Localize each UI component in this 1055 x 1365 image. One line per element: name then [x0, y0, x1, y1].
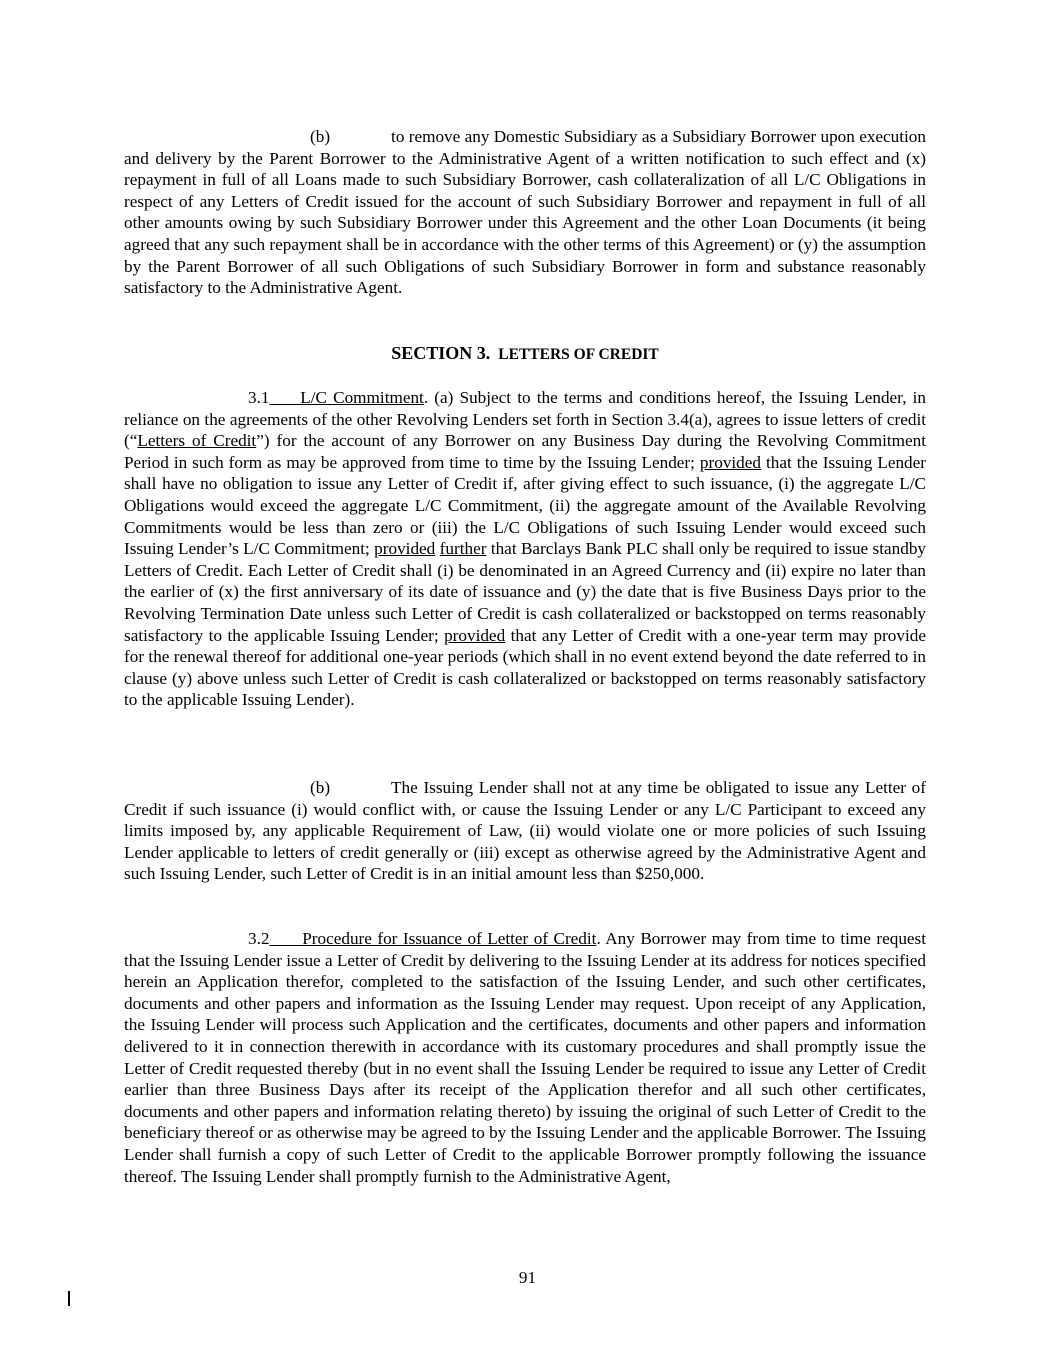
proviso: provided: [444, 625, 506, 645]
clause-text: to remove any Domestic Subsidiary as a Subsidiary Borrower upon execution and delivery by the Parent Borrower to the Administrative Agent of a written notification to such effect and (x) repayment in full of all Loans made to such Subsidiary Borrower, cash collateralization of all L/C Obligations in respect of any Letters of Credit issued for the account of such Subsidiary Borrower and repayment in full of all other amounts owing by such Subsidiary Borrower under this Agreement and the other Loan Documents (it being agreed that any such repayment shall be in accordance with the other terms of this Agreement) or (y) the assumption by the Parent Borrower of all such Obligations of such Subsidiary Borrower in form and substance reasonably satisfactory to the Administrative Agent.: [124, 127, 926, 298]
defined-term: Letters of Credit: [137, 431, 257, 451]
section-number: 3.1: [248, 388, 270, 407]
section-title: LETTERS OF CREDIT: [498, 346, 659, 363]
section-3-2: [124, 928, 926, 1187]
section-title: L/C Commitment: [300, 388, 424, 407]
proviso: provided: [699, 452, 762, 472]
clause-label: (b): [310, 127, 331, 146]
clause-text: The Issuing Lender shall not at any time be obligated to issue any Letter of Credit if such issuance (i) would conflict with, or cause the Issuing Lender or any L/C Participant to exceed any limits imposed by, any applicable Requirement of Law, (ii) would violate one or more policies of such Issuing Lender applicable to letters of credit generally or (iii) except as otherwise agreed by the Administrative Agent and such Issuing Lender, such Letter of Credit is in an initial amount less than $250,000.: [124, 778, 926, 884]
section-3-1-b: [124, 777, 926, 885]
section-title: Procedure for Issuance of Letter of Credit: [302, 929, 597, 948]
page-number: 91: [518, 1268, 537, 1287]
section-heading: [124, 343, 926, 364]
section-number: SECTION 3.: [391, 343, 491, 363]
revision-bar: [68, 1291, 70, 1306]
section-number: 3.2: [248, 929, 270, 948]
proviso-further: further: [439, 539, 487, 559]
section-3-1: 3.1 L/C Commitment. (a) Subject to the terms and conditions hereof, the Issuing Lender, in reliance on the agreements of the other Revolving Lenders set forth in Section 3.4(a), agrees to issue letters of credit (“Letters of Credit”) for the account of any Borrower on any Business Day during the Revolving Commitment Period in such form as may be approved from time to time by the Issuing Lender; provided that the Issuing Lender shall have no obligation to issue any Letter of Credit if, after giving effect to such issuance, (i) the aggregate L/C Obligations would exceed the aggregate L/C Commitment, (ii) the aggregate amount of the Available Revolving Commitments would be less than zero or (iii) the L/C Obligations of such Issuing Lender would exceed such Issuing Lender’s L/C Commitment; provided further that Barclays Bank PLC shall only be required to issue standby Letters of Credit. Each Letter of Credit shall (i) be denominated in an Agreed Currency and (ii) expire no later than the earlier of (x) the first anniversary of its date of issuance and (y) the date that is five Business Days prior to the Revolving Termination Date unless such Letter of Credit is cash collateralized or backstopped on terms reasonably satisfactory to the applicable Issuing Lender; provided that any Letter of Credit with a one-year term may provide for the renewal thereof for additional one-year periods (which shall in no event extend beyond the date referred to in clause (y) above unless such Letter of Credit is cash collateralized or backstopped on terms reasonably satisfactory to the applicable Issuing Lender).: [124, 388, 927, 710]
proviso: provided: [374, 539, 436, 559]
clause-label: (b): [310, 778, 331, 797]
paragraph-2-b: [124, 126, 926, 299]
section-text: . Any Borrower may from time to time request that the Issuing Lender issue a Letter of Credit by delivering to the Issuing Lender at its address for notices specified herein an Application therefor, completed to the satisfaction of the Issuing Lender, and such other certificates, documents and other papers and information as the Issuing Lender may request. Upon receipt of any Application, the Issuing Lender will process such Application and the certificates, documents and other papers and information delivered to it in connection therewith in accordance with its customary procedures and shall promptly issue the Letter of Credit requested thereby (but in no event shall the Issuing Lender be required to issue any Letter of Credit earlier than three Business Days after its receipt of the Application therefor and all such other certificates, documents and other papers and information relating thereto) by issuing the original of such Letter of Credit to the beneficiary thereof or as otherwise may be agreed to by the Issuing Lender and the applicable Borrower. The Issuing Lender shall furnish a copy of such Letter of Credit to the applicable Borrower promptly following the issuance thereof. The Issuing Lender shall promptly furnish to the Administrative Agent,: [124, 929, 927, 1186]
